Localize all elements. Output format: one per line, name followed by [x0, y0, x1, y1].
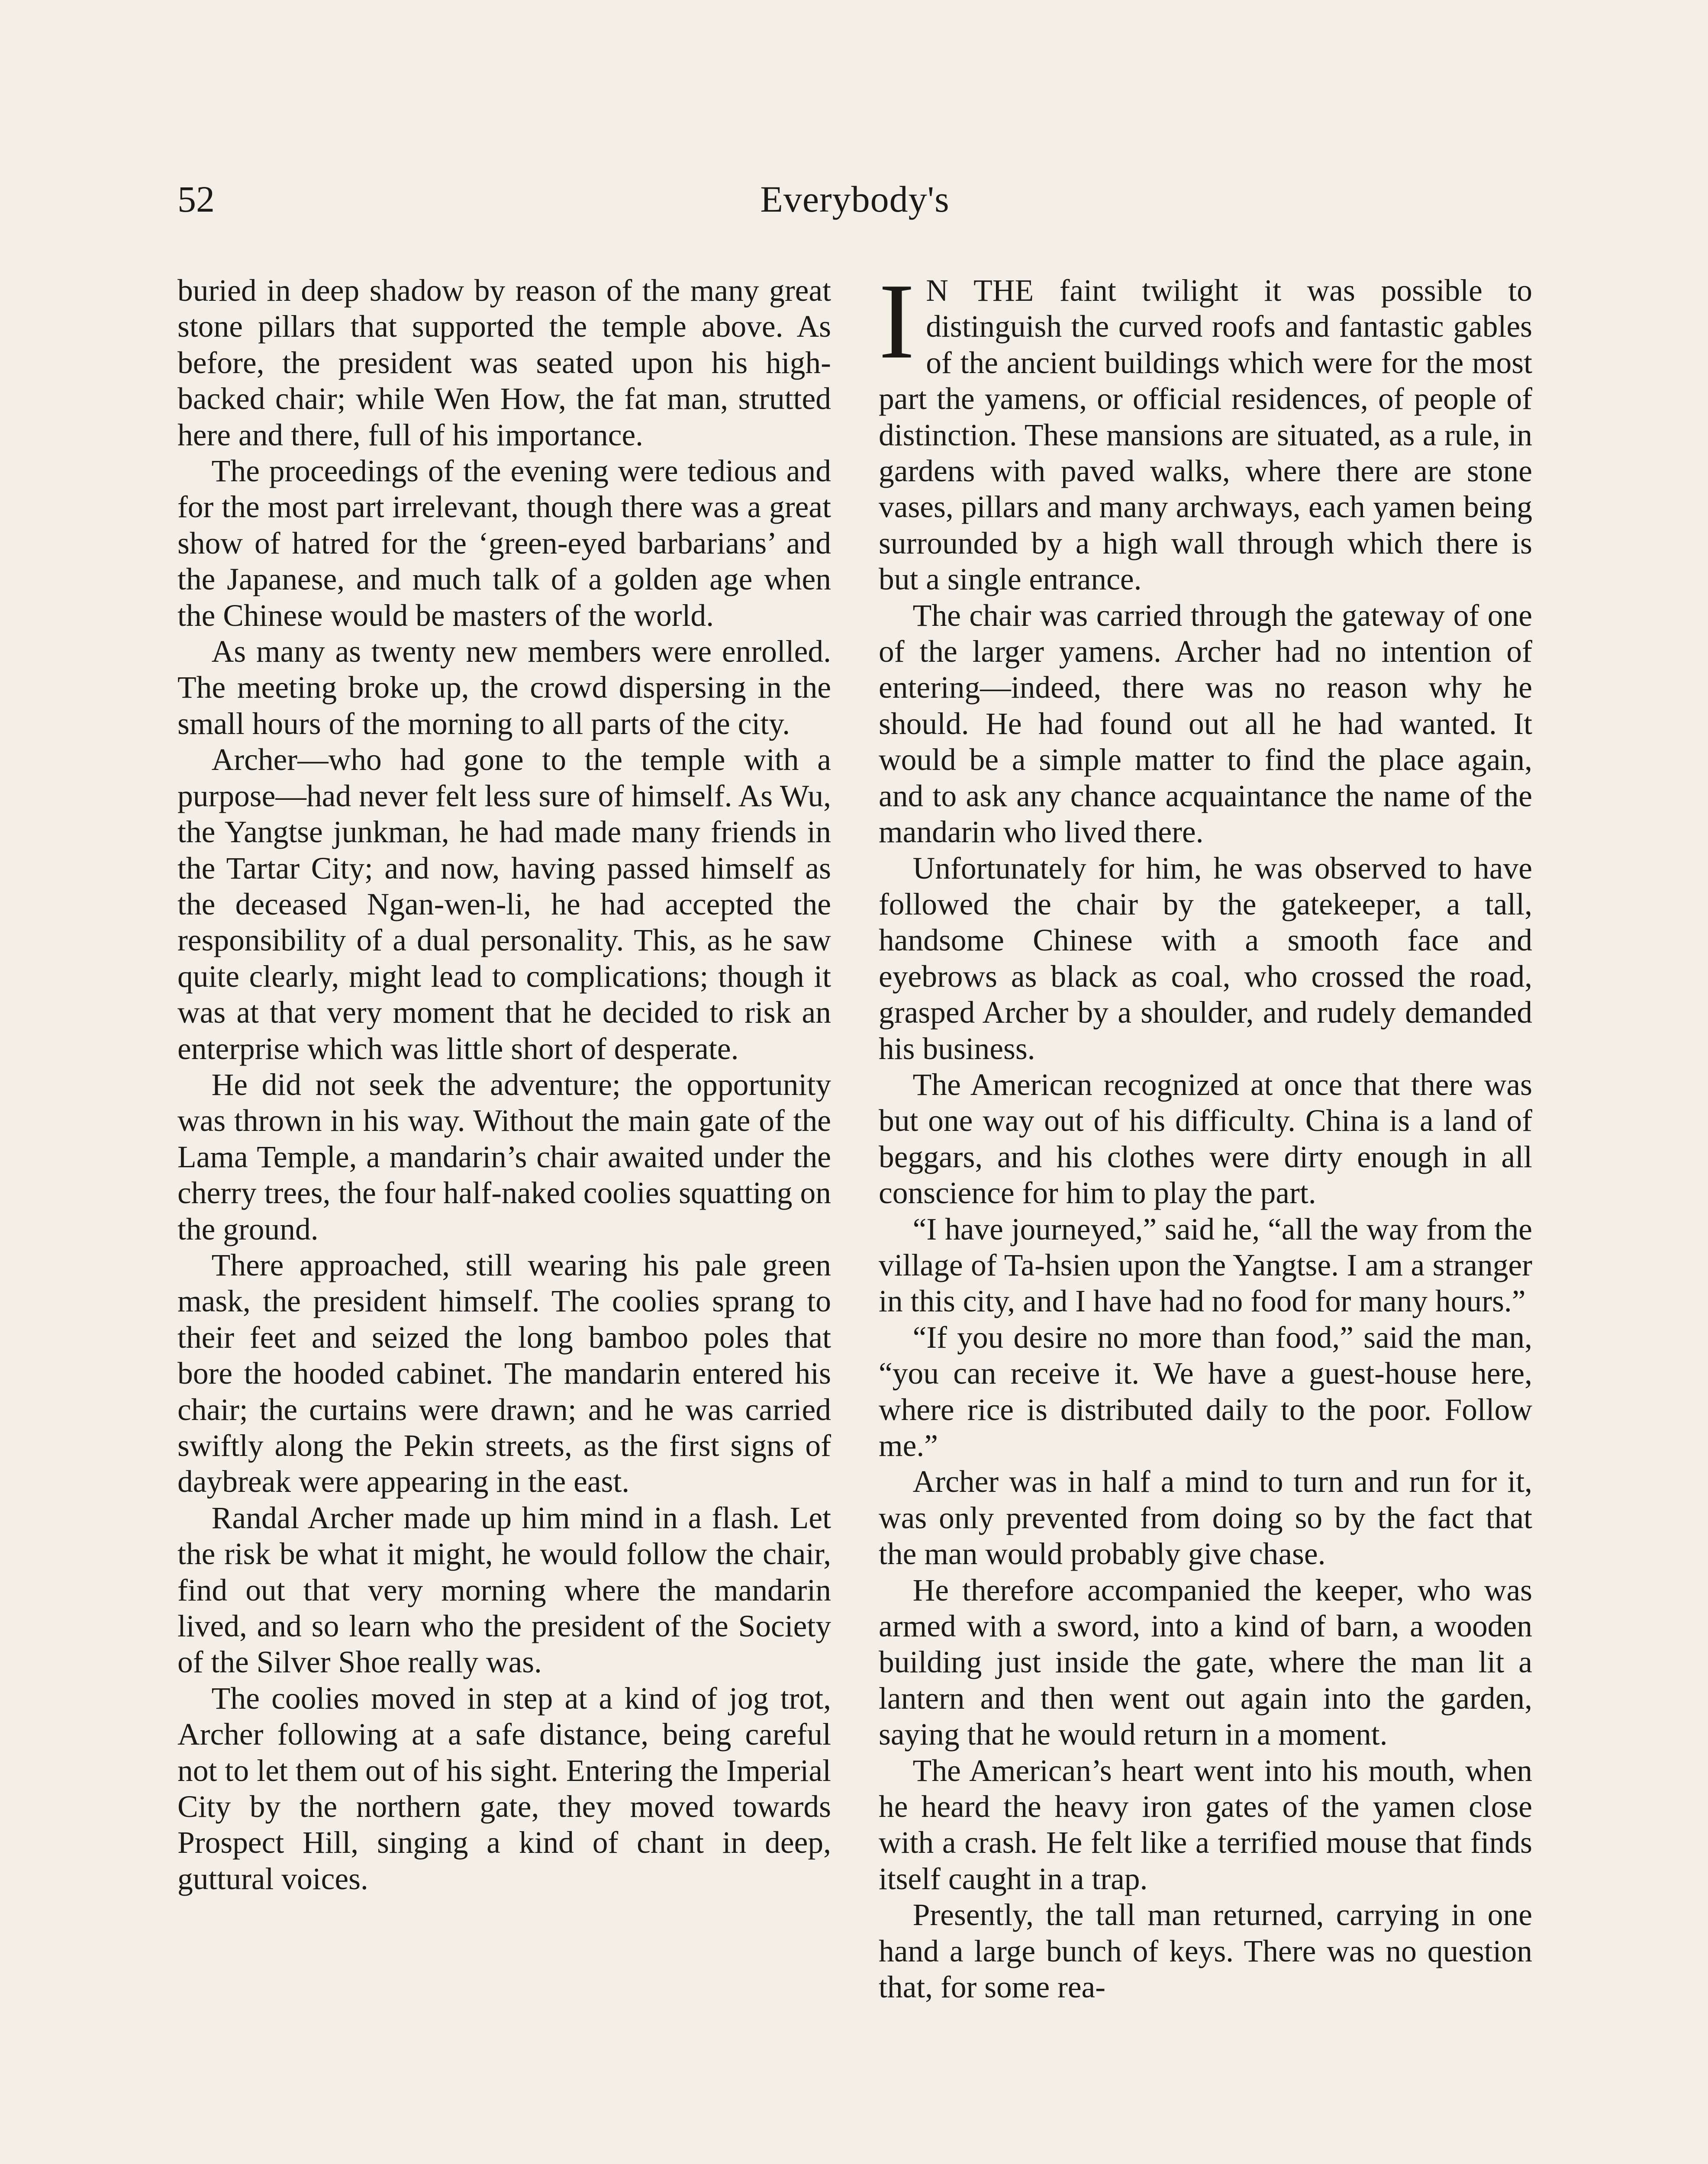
paragraph: Unfortunately for him, he was observed to have followed the chair by the gatekeeper, a tall, handsome Chinese with a smooth face and eyebrows as black as coal, who crossed the road, grasped Archer by a shoulder, and rudely demanded his business. [879, 851, 1532, 1066]
paragraph: Archer—who had gone to the temple with a purpose—had never felt less sure of himself. As Wu, the Yangtse junkman, he had made many friends in the Tartar City; and now, having passed himself as the deceased Ngan-wen-li, he had accepted the responsibility of a dual personality. This, as he saw quite clearly, might lead to complications; though it was at that very moment that he decided to risk an enterprise which was little short of desperate. [177, 743, 831, 1066]
paragraph: Presently, the tall man returned, carrying in one hand a large bunch of keys. There was no question that, for some rea- [879, 1898, 1532, 2005]
paragraph: buried in deep shadow by reason of the many great stone pillars that supported the temple above. As before, the president was seated upon his high-backed chair; while Wen How, the fat man, strutted here and there, full of his importance. [177, 274, 831, 452]
paragraph: There approached, still wearing his pale green mask, the president himself. The coolies sprang to their feet and seized the long bamboo poles that bore the hooded cabinet. The mandarin entered his chair; the curtains were drawn; and he was carried swiftly along the Pekin streets, as the first signs of daybreak were appearing in the east. [177, 1248, 831, 1499]
right-column [879, 261, 1532, 2006]
page-header [177, 177, 1532, 225]
paragraph: “If you desire no more than food,” said the man, “you can receive it. We have a guest-house here, where rice is distributed daily to the poor. Follow me.” [879, 1320, 1532, 1463]
paragraph: The chair was carried through the gateway of one of the larger yamens. Archer had no intention of entering—indeed, there was no reason why he should. He had found out all he had wanted. It would be a simple matter to find the place again, and to ask any chance acquaintance the name of the mandarin who lived there. [879, 598, 1532, 850]
paragraph: He therefore accompanied the keeper, who was armed with a sword, into a kind of barn, a wooden building just inside the gate, where the man lit a lantern and then went out again into the garden, saying that he would return in a moment. [879, 1573, 1532, 1752]
paragraph: The coolies moved in step at a kind of jog trot, Archer following at a safe distance, being careful not to let them out of his sight. Entering the Imperial City by the northern gate, they moved towards Prospect Hill, singing a kind of chant in deep, guttural voices. [177, 1681, 831, 1896]
paragraph: Randal Archer made up him mind in a flash. Let the risk be what it might, he would follow the chair, find out that very morning where the mandarin lived, and so learn who the president of the Society of the Silver Shoe really was. [177, 1501, 831, 1680]
paragraph: The proceedings of the evening were tedious and for the most part irrelevant, though there was a great show of hatred for the ‘green-eyed barbarians’ and the Japanese, and much talk of a golden age when the Chinese would be masters of the world. [177, 454, 831, 633]
paragraph: He did not seek the adventure; the opportunity was thrown in his way. Without the main gate of the Lama Temple, a mandarin’s chair awaited under the cherry trees, the four half-naked coolies squatting on the ground. [177, 1067, 831, 1246]
paragraph: The American’s heart went into his mouth, when he heard the heavy iron gates of the yamen close with a crash. He felt like a terrified mouse that finds itself caught in a trap. [879, 1753, 1532, 1896]
paragraph: The American recognized at once that there was but one way out of his difficulty. China is a land of beggars, and his clothes were dirty enough in all conscience for him to play the part. [879, 1067, 1532, 1211]
opening-paragraph [879, 261, 1532, 598]
paragraph: Archer was in half a mind to turn and run for it, was only prevented from doing so by the fact that the man would probably give chase. [879, 1465, 1532, 1571]
opening-paragraph-text: N THE faint twilight it was possible to distinguish the curved roofs and fantastic gables of the ancient buildings which were for the most part the yamens, or official residences, of people of distinction. These mansions are situated, as a rule, in gardens with paved walks, where there are stone vases, pillars and many archways, each yamen being surrounded by a high wall through which there is but a single entrance. [879, 274, 1532, 597]
running-title: Everybody's [760, 178, 950, 220]
page-number: 52 [177, 178, 215, 220]
paragraph: As many as twenty new members were enrolled. The meeting broke up, the crowd dispersing in the small hours of the morning to all parts of the city. [177, 634, 831, 741]
left-column [177, 273, 831, 1897]
drop-cap: I [879, 261, 915, 381]
paragraph: “I have journeyed,” said he, “all the way from the village of Ta-hsien upon the Yangtse. I am a stranger in this city, and I have had no food for many hours.” [879, 1212, 1532, 1319]
